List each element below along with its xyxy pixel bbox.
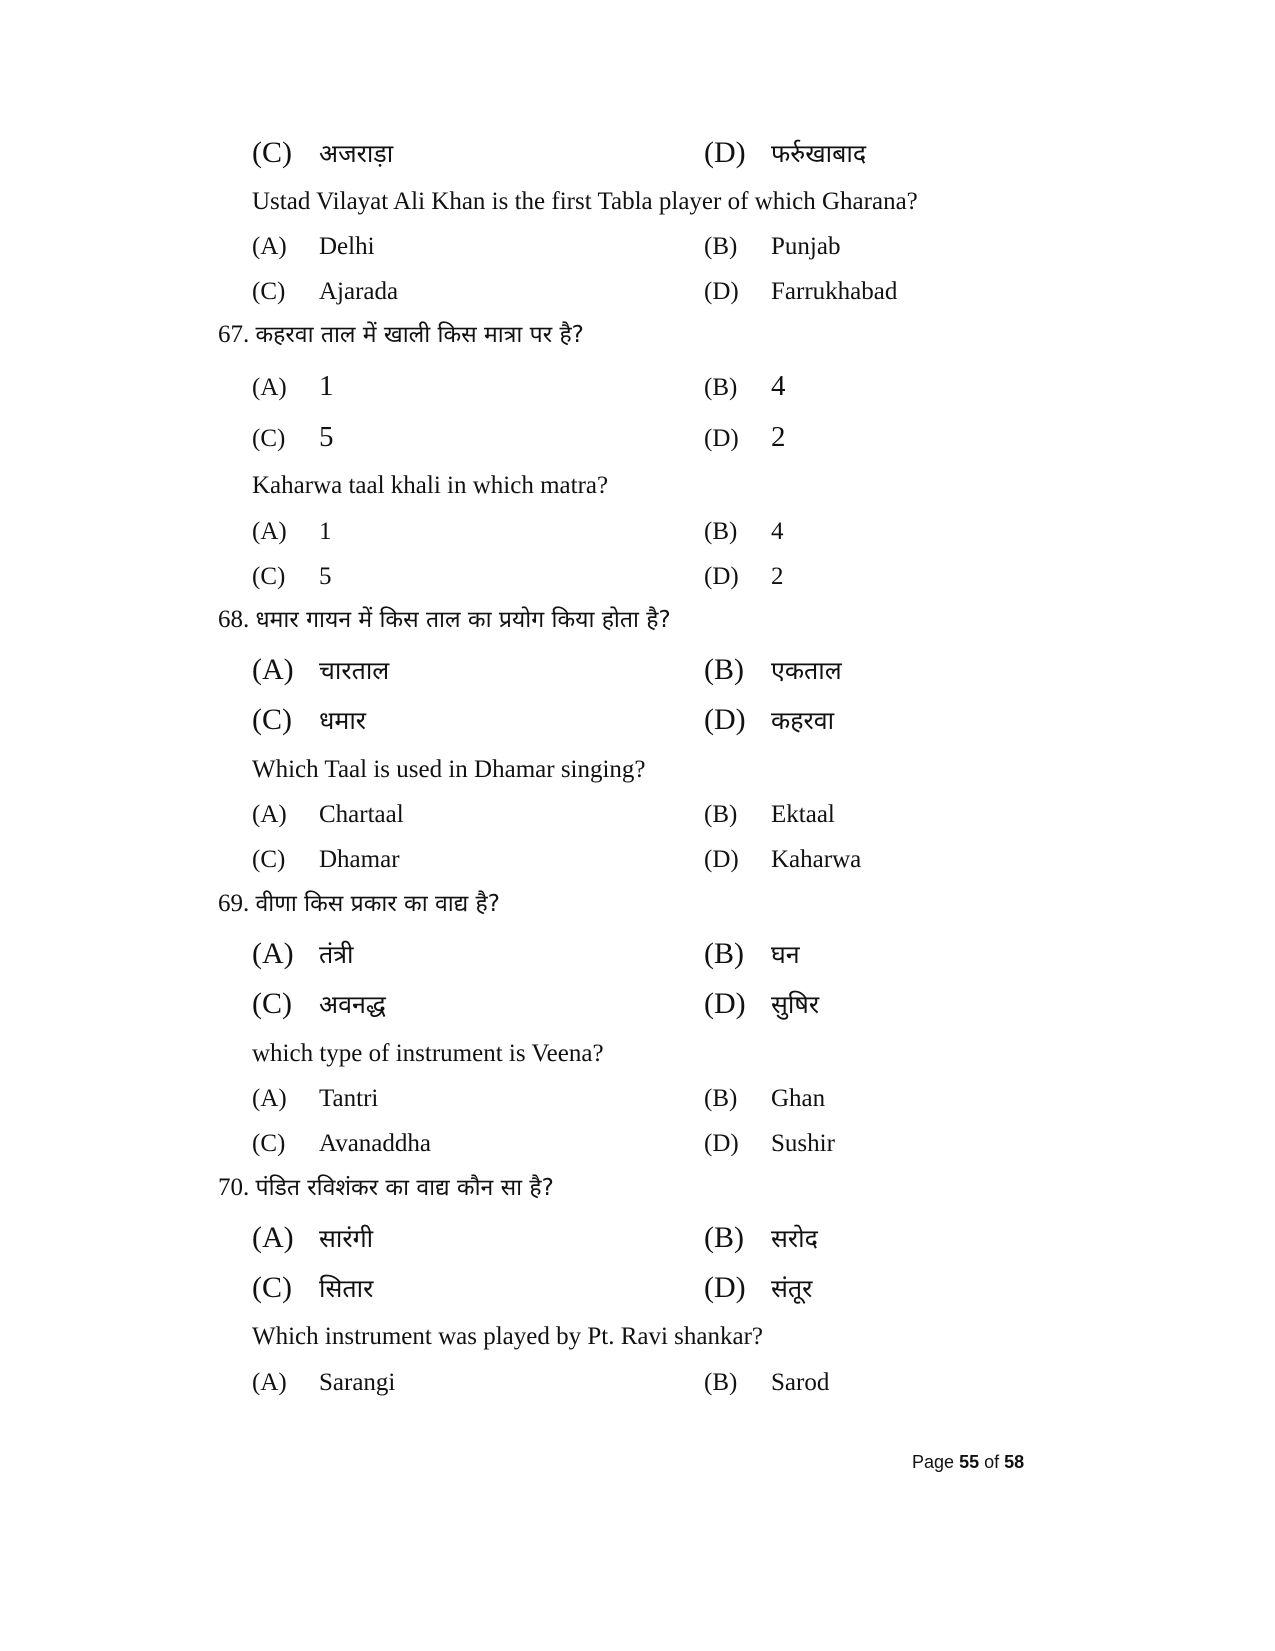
q68-hi-option-b: (B) एकताल	[704, 653, 842, 686]
q70-hi-option-b: (B) सरोद	[704, 1221, 818, 1254]
total-page-count: 58	[1004, 1452, 1025, 1472]
q68-hi-question: 68. धमार गायन में किस ताल का प्रयोग किया होता है?	[218, 606, 671, 633]
q67-number: 67.	[218, 321, 250, 348]
q68-en-option-b: (B) Ektaal	[704, 801, 835, 828]
q66-en-option-c: (C) Ajarada	[252, 278, 399, 305]
q70-number: 70.	[218, 1174, 250, 1201]
q68-en-option-c: (C) Dhamar	[252, 846, 400, 873]
q67-en-option-d: (D) 2	[704, 563, 784, 590]
q66-en-option-b: (B) Punjab	[704, 233, 841, 260]
q69-en-option-c: (C) Avanaddha	[252, 1130, 431, 1157]
q69-hi-option-b: (B) घन	[704, 937, 800, 970]
q66-en-option-a: (A) Delhi	[252, 233, 375, 260]
current-page-number: 55	[959, 1452, 980, 1472]
q68-hi-option-c: (C) धमार	[252, 703, 367, 736]
q68-number: 68.	[218, 606, 250, 633]
q67-hi-question: 67. कहरवा ताल में खाली किस मात्रा पर है?	[218, 321, 584, 348]
q67-en-option-c: (C) 5	[252, 563, 332, 590]
q70-hi-question: 70. पंडित रविशंकर का वाद्य कौन सा है?	[218, 1174, 554, 1201]
q70-hi-option-c: (C) सितार	[252, 1271, 374, 1304]
q68-hi-option-d: (D) कहरवा	[704, 703, 835, 736]
q69-hi-option-a: (A) तंत्री	[252, 937, 354, 970]
q70-en-question: Which instrument was played by Pt. Ravi shankar?	[252, 1323, 763, 1350]
q69-en-option-b: (B) Ghan	[704, 1085, 826, 1112]
q67-hi-option-c: (C) 5	[252, 421, 334, 453]
q67-en-question: Kaharwa taal khali in which matra?	[252, 472, 609, 499]
q70-hi-option-d: (D) संतूर	[704, 1271, 813, 1304]
q66-en-question: Ustad Vilayat Ali Khan is the first Tabla player of which Gharana?	[252, 188, 918, 215]
q66-hi-option-d: (D) फर्रुखाबाद	[704, 136, 867, 169]
q68-en-question: Which Taal is used in Dhamar singing?	[252, 756, 646, 783]
q68-en-option-d: (D) Kaharwa	[704, 846, 862, 873]
q69-hi-option-d: (D) सुषिर	[704, 987, 820, 1020]
q66-en-option-d: (D) Farrukhabad	[704, 278, 898, 305]
page-number-footer: Page 55 of 58	[912, 1452, 1025, 1472]
q69-hi-option-c: (C) अवनद्ध	[252, 987, 386, 1020]
q68-hi-option-a: (A) चारताल	[252, 653, 390, 686]
q70-en-option-b: (B) Sarod	[704, 1369, 830, 1396]
q67-hi-option-d: (D) 2	[704, 421, 786, 453]
q69-en-question: which type of instrument is Veena?	[252, 1040, 604, 1067]
q67-hi-option-b: (B) 4	[704, 370, 786, 402]
q69-number: 69.	[218, 890, 250, 917]
q69-en-option-a: (A) Tantri	[252, 1085, 379, 1112]
q67-hi-option-a: (A) 1	[252, 370, 334, 402]
q68-en-option-a: (A) Chartaal	[252, 801, 404, 828]
q69-hi-question: 69. वीणा किस प्रकार का वाद्य है?	[218, 890, 500, 917]
q67-en-option-a: (A) 1	[252, 518, 332, 545]
q70-hi-option-a: (A) सारंगी	[252, 1221, 374, 1254]
q69-en-option-d: (D) Sushir	[704, 1130, 835, 1157]
q67-en-option-b: (B) 4	[704, 518, 784, 545]
q66-hi-option-c: (C) अजराड़ा	[252, 136, 394, 169]
q70-en-option-a: (A) Sarangi	[252, 1369, 396, 1396]
